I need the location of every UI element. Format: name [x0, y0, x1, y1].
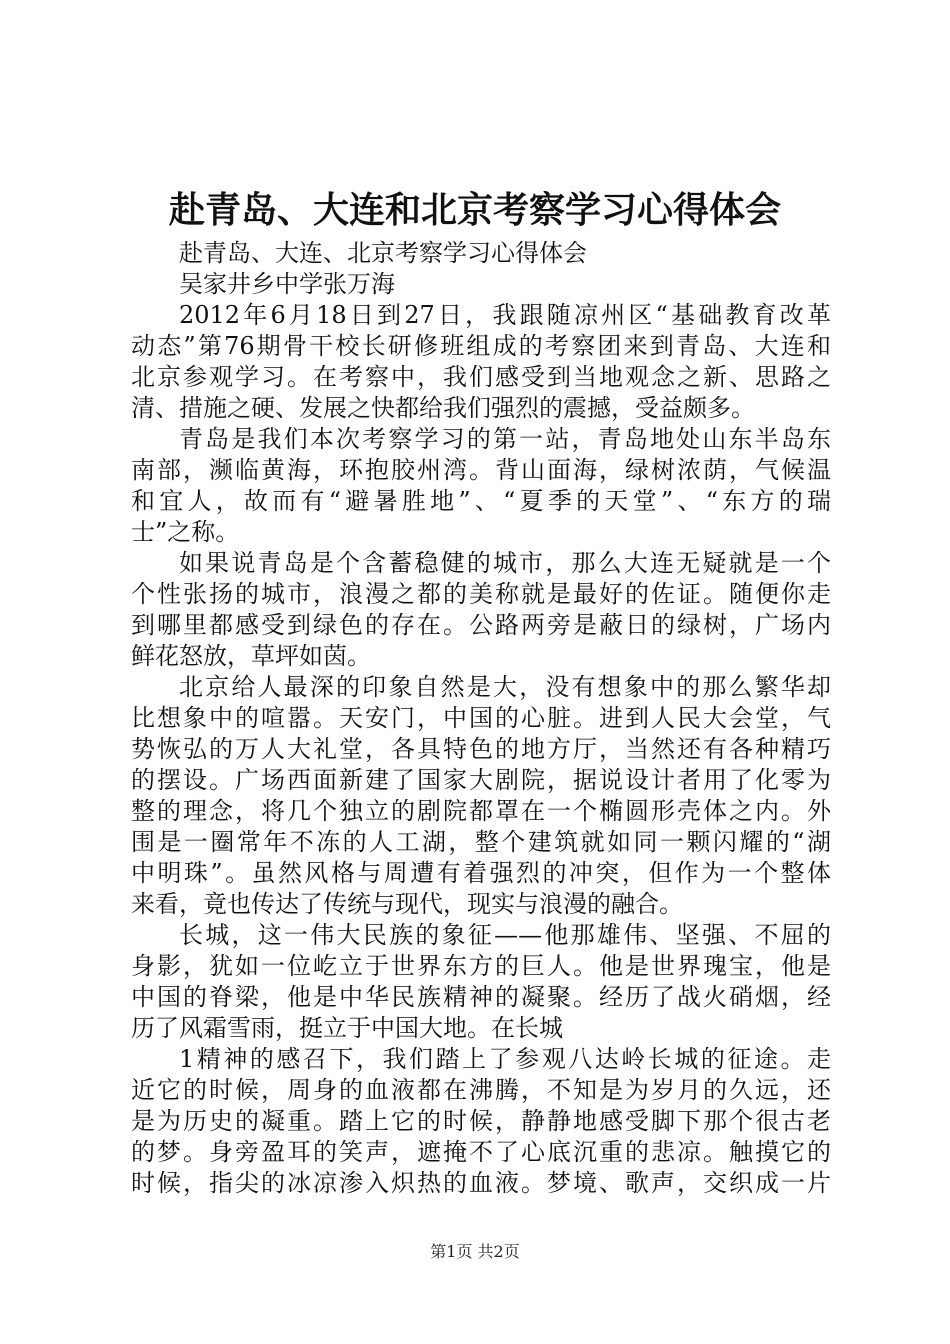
paragraph-line: 个性张扬的城市，浪漫之都的美称就是最好的佐证。随便你走 — [131, 580, 831, 608]
paragraph-line: 是为历史的凝重。踏上它的时候，静静地感受脚下那个很古老 — [131, 1107, 831, 1135]
paragraph-line: 到哪里都感受到绿色的存在。公路两旁是蔽日的绿树，广场内 — [131, 611, 831, 639]
subtitle-line: 赴青岛、大连、北京考察学习心得体会 — [179, 239, 587, 267]
paragraph-line: 1精神的感召下，我们踏上了参观八达岭长城的征途。走 — [179, 1045, 831, 1073]
paragraph-line: 的梦。身旁盈耳的笑声，遮掩不了心底沉重的悲凉。触摸它的 — [131, 1138, 831, 1166]
author-line: 吴家井乡中学张万海 — [179, 270, 395, 298]
paragraph-line: 中明珠”。虽然风格与周遭有着强烈的冲突，但作为一个整体 — [131, 859, 831, 887]
page-number-footer: 第1页 共2页 — [430, 1242, 520, 1261]
paragraph-line: 南部，濒临黄海，环抱胶州湾。背山面海，绿树浓荫，气候温 — [131, 456, 831, 484]
paragraph-line: 整的理念，将几个独立的剧院都罩在一个椭圆形壳体之内。外 — [131, 797, 831, 825]
paragraph-line: 青岛是我们本次考察学习的第一站，青岛地处山东半岛东 — [179, 425, 831, 453]
document-title: 赴青岛、大连和北京考察学习心得体会 — [168, 189, 781, 231]
paragraph-line: 北京给人最深的印象自然是大，没有想象中的那么繁华却 — [179, 673, 831, 701]
paragraph-line: 比想象中的喧嚣。天安门，中国的心脏。进到人民大会堂，气 — [131, 704, 831, 732]
paragraph-line: 动态”第76期骨干校长研修班组成的考察团来到青岛、大连和 — [131, 332, 831, 360]
paragraph-line: 和宜人，故而有“避暑胜地”、“夏季的天堂”、“东方的瑞 — [131, 487, 831, 515]
paragraph-line: 历了风霜雪雨，挺立于中国大地。在长城 — [131, 1014, 563, 1042]
paragraph-line: 长城，这一伟大民族的象征——他那雄伟、坚强、不屈的 — [179, 921, 831, 949]
paragraph-line: 2012年6月18日到27日，我跟随凉州区“基础教育改革 — [179, 301, 831, 329]
paragraph-line: 士”之称。 — [131, 518, 240, 546]
paragraph-line: 近它的时候，周身的血液都在沸腾，不知是为岁月的久远，还 — [131, 1076, 831, 1104]
paragraph-line: 北京参观学习。在考察中，我们感受到当地观念之新、思路之 — [131, 363, 831, 391]
paragraph-line: 围是一圈常年不冻的人工湖，整个建筑就如同一颗闪耀的“湖 — [131, 828, 831, 856]
paragraph-line: 势恢弘的万人大礼堂，各具特色的地方厅，当然还有各种精巧 — [131, 735, 831, 763]
paragraph-line: 如果说青岛是个含蓄稳健的城市，那么大连无疑就是一个 — [179, 549, 831, 577]
document-body — [131, 238, 831, 1199]
paragraph-line: 鲜花怒放，草坪如茵。 — [131, 642, 371, 670]
paragraph-line: 的摆设。广场西面新建了国家大剧院，据说设计者用了化零为 — [131, 766, 831, 794]
paragraph-line: 清、措施之硬、发展之快都给我们强烈的震撼，受益颇多。 — [131, 394, 755, 422]
paragraph-line: 中国的脊梁，他是中华民族精神的凝聚。经历了战火硝烟，经 — [131, 983, 831, 1011]
paragraph-line: 身影，犹如一位屹立于世界东方的巨人。他是世界瑰宝，他是 — [131, 952, 831, 980]
paragraph-line: 时候，指尖的冰凉渗入炽热的血液。梦境、歌声，交织成一片 — [131, 1169, 831, 1197]
paragraph-line: 来看，竟也传达了传统与现代，现实与浪漫的融合。 — [131, 890, 683, 918]
